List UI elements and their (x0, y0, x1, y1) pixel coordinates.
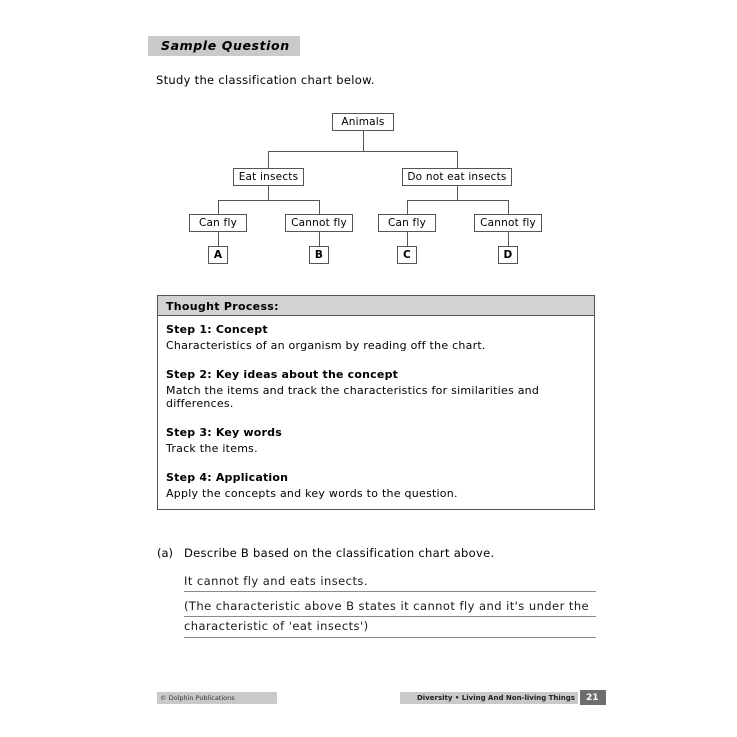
edge-root-span (268, 151, 458, 152)
edge-noeat-span (407, 200, 508, 201)
footer-publisher: © Dolphin Publications (160, 694, 235, 702)
classification-chart (156, 105, 596, 275)
answer-rule-2 (184, 616, 596, 617)
edge-to-b (319, 232, 320, 246)
step-3-text: Track the items. (166, 442, 258, 455)
edge-noeat-stem (457, 186, 458, 200)
chart-node-can-fly-2: Can fly (378, 214, 436, 232)
chart-node-b: B (309, 246, 329, 264)
chart-node-can-fly-1: Can fly (189, 214, 247, 232)
chart-node-eat-insects: Eat insects (233, 168, 304, 186)
chart-node-animals: Animals (332, 113, 394, 131)
step-2-text: Match the items and track the characteristics for similarities and differences. (166, 384, 540, 410)
edge-to-a (218, 232, 219, 246)
intro-text: Study the classification chart below. (156, 73, 375, 87)
sample-question-label: Sample Question (161, 38, 290, 53)
chart-node-a: A (208, 246, 228, 264)
answer-rule-1 (184, 591, 596, 592)
chart-node-d: D (498, 246, 518, 264)
edge-to-eat-insects (268, 151, 269, 168)
thought-process-box (157, 295, 595, 510)
edge-to-c (407, 232, 408, 246)
edge-root-stem (363, 131, 364, 151)
edge-eat-span (218, 200, 319, 201)
step-4-text: Apply the concepts and key words to the question. (166, 487, 458, 500)
edge-to-can-fly-1 (218, 200, 219, 214)
step-1-text: Characteristics of an organism by reading off the chart. (166, 339, 486, 352)
step-3-title: Step 3: Key words (166, 426, 282, 439)
edge-to-can-fly-2 (407, 200, 408, 214)
chart-node-cannot-fly-2: Cannot fly (474, 214, 542, 232)
thought-process-body (166, 323, 586, 500)
edge-to-cannot-fly-2 (508, 200, 509, 214)
question-text: Describe B based on the classification chart above. (184, 546, 495, 560)
footer-page-number: 21 (586, 693, 599, 703)
answer-line-3: characteristic of 'eat insects') (184, 619, 369, 633)
edge-to-cannot-fly-1 (319, 200, 320, 214)
chart-node-do-not-eat-insects: Do not eat insects (402, 168, 512, 186)
edge-eat-stem (268, 186, 269, 200)
question-marker: (a) (157, 546, 174, 560)
step-1-title: Step 1: Concept (166, 323, 268, 336)
step-2-title: Step 2: Key ideas about the concept (166, 368, 399, 381)
chart-node-cannot-fly-1: Cannot fly (285, 214, 353, 232)
thought-process-title: Thought Process: (166, 300, 279, 313)
step-4-title: Step 4: Application (166, 471, 289, 484)
edge-to-do-not-eat-insects (457, 151, 458, 168)
edge-to-d (508, 232, 509, 246)
chart-node-c: C (397, 246, 417, 264)
answer-line-1: It cannot fly and eats insects. (184, 574, 368, 588)
footer-chapter: Diversity • Living And Non-living Things (417, 694, 575, 702)
answer-line-2: (The characteristic above B states it cannot fly and it's under the (184, 599, 590, 613)
answer-rule-3 (184, 637, 596, 638)
